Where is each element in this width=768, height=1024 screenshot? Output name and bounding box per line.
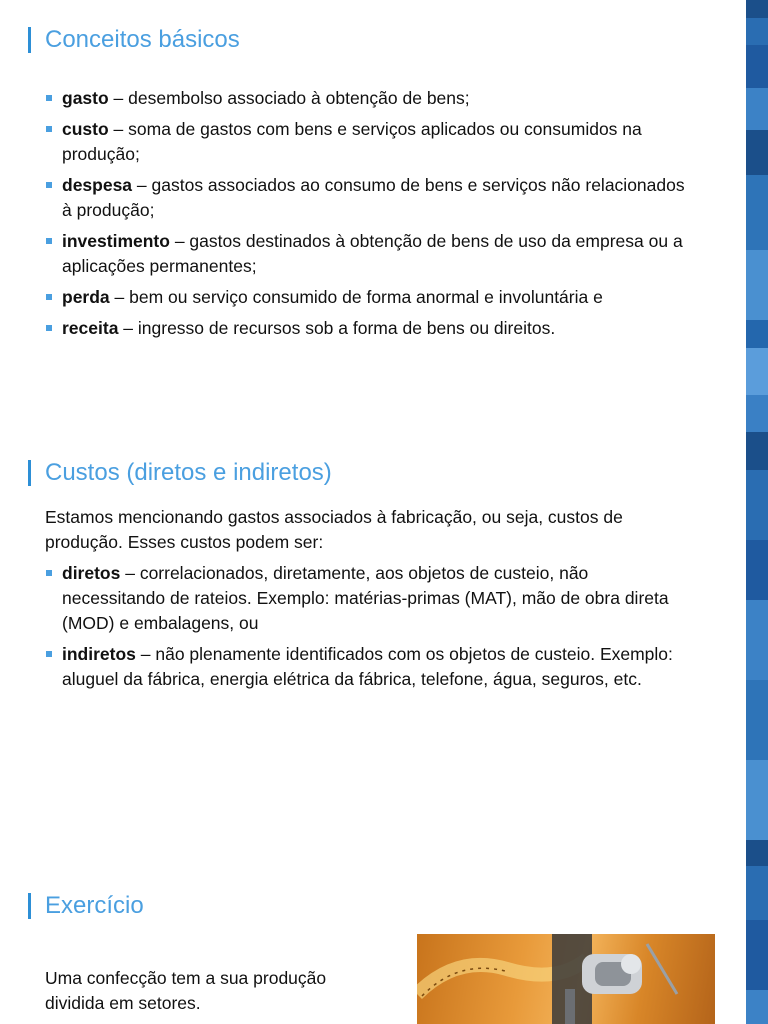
definition: – bem ou serviço consumido de forma anormal e involuntária e xyxy=(109,287,603,307)
definition: – correlacionados, diretamente, aos objetos de custeio, não necessitando de rateios. Exemplo: matérias-primas (MAT), mão de obra direta (MOD) e embalagens, ou xyxy=(62,563,669,633)
section-title: Exercício xyxy=(45,892,144,919)
custos-container xyxy=(45,505,685,698)
section-heading-custos xyxy=(28,459,332,487)
list-item xyxy=(45,117,685,167)
heading-accent-bar xyxy=(28,27,31,53)
bullet-icon xyxy=(46,238,52,244)
term: receita xyxy=(62,318,119,338)
section-title: Custos (diretos e indiretos) xyxy=(45,459,332,486)
bullet-icon xyxy=(46,126,52,132)
list-item xyxy=(45,561,685,636)
definition: – não plenamente identificados com os objetos de custeio. Exemplo: aluguel da fábrica, energia elétrica da fábrica, telefone, água, seguros, etc. xyxy=(62,644,673,689)
term: custo xyxy=(62,119,109,139)
section-heading-conceitos xyxy=(28,26,240,54)
bullet-icon xyxy=(46,651,52,657)
definition: – gastos destinados à obtenção de bens de uso da empresa ou a aplicações permanentes; xyxy=(62,231,683,276)
definition: – ingresso de recursos sob a forma de bens ou direitos. xyxy=(118,318,556,338)
term: diretos xyxy=(62,563,121,583)
list-item xyxy=(45,316,685,341)
bullet-icon xyxy=(46,182,52,188)
list-item xyxy=(45,642,685,692)
conceitos-list xyxy=(45,86,685,341)
term: perda xyxy=(62,287,110,307)
term: indiretos xyxy=(62,644,136,664)
list-item xyxy=(45,86,685,111)
bullet-icon xyxy=(46,294,52,300)
definition: – desembolso associado à obtenção de bens; xyxy=(108,88,470,108)
conceitos-list-container xyxy=(45,86,685,347)
custos-intro: Estamos mencionando gastos associados à fabricação, ou seja, custos de produção. Esses custos podem ser: xyxy=(45,507,623,552)
section-title: Conceitos básicos xyxy=(45,26,240,53)
bullet-icon xyxy=(46,95,52,101)
term: despesa xyxy=(62,175,133,195)
exercicio-text: Uma confecção tem a sua produção dividida em setores. xyxy=(45,968,327,1013)
sewing-machine-illustration xyxy=(417,934,715,1024)
bullet-icon xyxy=(46,570,52,576)
bullet-icon xyxy=(46,325,52,331)
heading-accent-bar xyxy=(28,460,31,486)
list-item xyxy=(45,229,685,279)
term: investimento xyxy=(62,231,170,251)
list-item xyxy=(45,173,685,223)
definition: – soma de gastos com bens e serviços aplicados ou consumidos na produção; xyxy=(62,119,642,164)
term: gasto xyxy=(62,88,109,108)
decorative-side-stripe xyxy=(746,0,768,1024)
section-heading-exercicio xyxy=(28,892,144,920)
definition: – gastos associados ao consumo de bens e serviços não relacionados à produção; xyxy=(62,175,685,220)
sewing-machine-photo xyxy=(417,934,715,1024)
heading-accent-bar xyxy=(28,893,31,919)
custos-list xyxy=(45,561,685,692)
list-item xyxy=(45,285,685,310)
